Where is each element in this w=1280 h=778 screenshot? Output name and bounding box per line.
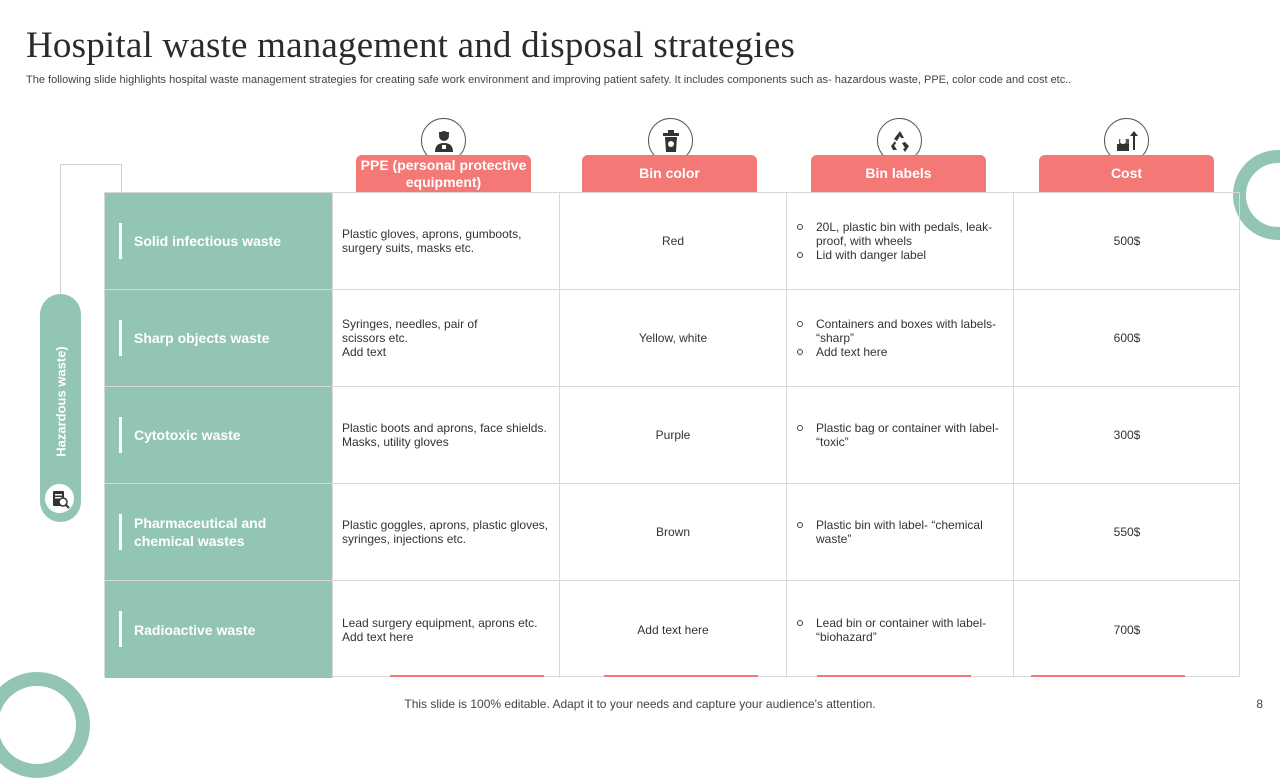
bin-label-item: Add text here	[795, 345, 1003, 359]
decorative-ring	[1233, 150, 1280, 240]
bin-label-item: Lead bin or container with label- “biohazard”	[795, 616, 1003, 644]
bin-color-cell: Purple	[559, 387, 786, 483]
bin-color-cell: Brown	[559, 484, 786, 580]
bin-labels-cell	[786, 193, 1013, 289]
bin-color-cell: Yellow, white	[559, 290, 786, 386]
ppe-cell: Plastic boots and aprons, face shields. Masks, utility gloves	[332, 387, 559, 483]
decorative-ring	[0, 672, 90, 778]
cost-cell: 300$	[1013, 387, 1240, 483]
bin-labels-cell	[786, 290, 1013, 386]
waste-table	[104, 192, 1240, 677]
page-title: Hospital waste management and disposal strategies	[26, 25, 796, 66]
row-marker	[119, 320, 122, 356]
bin-label-item: Lid with danger label	[795, 248, 1003, 262]
bin-label-item: Plastic bin with label- “chemical waste”	[795, 518, 1003, 546]
row-marker	[119, 417, 122, 453]
cost-cell: 550$	[1013, 484, 1240, 580]
accent-bar	[390, 675, 544, 677]
bin-color-cell: Red	[559, 193, 786, 289]
row-marker	[119, 223, 122, 259]
row-header	[105, 484, 332, 580]
bin-label-item: Plastic bag or container with label- “toxic”	[795, 421, 1003, 449]
row-header	[105, 193, 332, 289]
row-title: Radioactive waste	[134, 621, 256, 638]
column-header-ppe: PPE (personal protective equipment)	[356, 155, 531, 192]
table-row	[105, 484, 1239, 581]
bin-label-item: 20L, plastic bin with pedals, leak-proof, with wheels	[795, 220, 1003, 248]
table-row	[105, 290, 1239, 387]
row-title: Solid infectious waste	[134, 233, 282, 249]
row-title: Cytotoxic waste	[134, 427, 241, 443]
row-header	[105, 290, 332, 386]
table-row	[105, 387, 1239, 484]
table-row	[105, 193, 1239, 290]
column-header-bin-color: Bin color	[582, 155, 757, 192]
footer-note: This slide is 100% editable. Adapt it to your needs and capture your audience's attention.	[404, 697, 876, 711]
page-number: 8	[1256, 697, 1263, 711]
accent-bar	[1031, 675, 1185, 677]
accent-bar	[817, 675, 971, 677]
ppe-cell: Syringes, needles, pair of scissors etc. Add text	[332, 290, 559, 386]
table-row	[105, 581, 1239, 678]
column-header-bin-labels: Bin labels	[811, 155, 986, 192]
accent-bar	[604, 675, 758, 677]
row-header	[105, 581, 332, 678]
row-marker	[119, 514, 122, 550]
cost-cell: 500$	[1013, 193, 1240, 289]
category-label: Hazardous waste)	[53, 346, 69, 457]
bin-label-item: Containers and boxes with labels- “sharp”	[795, 317, 1003, 345]
bin-labels-cell	[786, 581, 1013, 678]
row-marker	[119, 611, 122, 647]
ppe-cell: Lead surgery equipment, aprons etc. Add text here	[332, 581, 559, 678]
cost-cell: 600$	[1013, 290, 1240, 386]
row-title: Pharmaceutical and chemical wastes	[134, 515, 267, 549]
page-subtitle: The following slide highlights hospital waste management strategies for creating safe work environment and improving patient safety. It includes components such as- hazardous waste, PPE, color code and cost etc..	[26, 74, 1072, 86]
cost-cell: 700$	[1013, 581, 1240, 678]
bin-labels-cell	[786, 484, 1013, 580]
column-header-cost: Cost	[1039, 155, 1214, 192]
bin-color-cell: Add text here	[559, 581, 786, 678]
category-pill	[40, 294, 81, 522]
ppe-cell: Plastic goggles, aprons, plastic gloves, syringes, injections etc.	[332, 484, 559, 580]
ppe-cell: Plastic gloves, aprons, gumboots, surgery suits, masks etc.	[332, 193, 559, 289]
row-title: Sharp objects waste	[134, 330, 270, 346]
row-header	[105, 387, 332, 483]
hazard-document-icon	[43, 482, 76, 515]
bin-labels-cell	[786, 387, 1013, 483]
